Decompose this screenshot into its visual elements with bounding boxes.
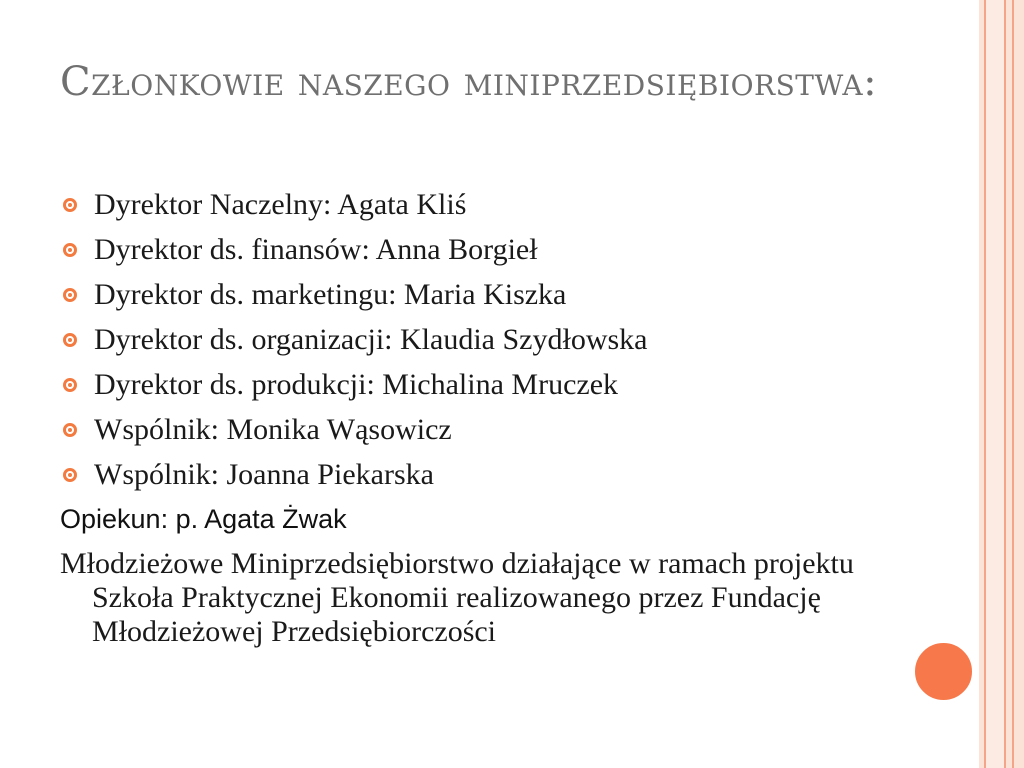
border-inner-band [986, 0, 1004, 768]
circle-bullet-icon [63, 198, 77, 212]
slide-title: Członkowie naszego miniprzedsiębiorstwa: [60, 59, 878, 105]
circle-bullet-icon [63, 468, 77, 482]
members-list [60, 182, 860, 497]
member-text: Wspólnik: Monika Wąsowicz [94, 413, 452, 446]
list-item [60, 227, 860, 272]
member-text: Dyrektor Naczelny: Agata Kliś [94, 188, 467, 221]
circle-bullet-icon [63, 243, 77, 257]
circle-bullet-icon [63, 288, 77, 302]
right-decorative-border [979, 0, 1024, 768]
list-item [60, 317, 860, 362]
border-stripe [1004, 0, 1006, 768]
circle-bullet-icon [63, 378, 77, 392]
member-text: Wspólnik: Joanna Piekarska [94, 458, 434, 491]
circle-bullet-icon [63, 333, 77, 347]
list-item [60, 407, 860, 452]
member-text: Dyrektor ds. finansów: Anna Borgieł [94, 233, 538, 266]
circle-bullet-icon [63, 423, 77, 437]
list-item [60, 362, 860, 407]
decorative-circle [913, 641, 974, 702]
slide-content [60, 182, 860, 649]
border-stripe [1012, 0, 1014, 768]
border-stripe [984, 0, 986, 768]
member-text: Dyrektor ds. produkcji: Michalina Mruczek [94, 368, 619, 401]
list-item [60, 272, 860, 317]
list-item [60, 452, 860, 497]
description-paragraph: Młodzieżowe Miniprzedsiębiorstwo działające w ramach projektu Szkoła Praktycznej Ekonomii realizowanego przez Fundację Młodzieżowej Przedsiębiorczości [60, 547, 854, 648]
member-text: Dyrektor ds. organizacji: Klaudia Szydłowska [94, 323, 648, 356]
member-text: Dyrektor ds. marketingu: Maria Kiszka [94, 278, 567, 311]
guardian-line: Opiekun: p. Agata Żwak [60, 504, 347, 534]
list-item [60, 182, 860, 227]
